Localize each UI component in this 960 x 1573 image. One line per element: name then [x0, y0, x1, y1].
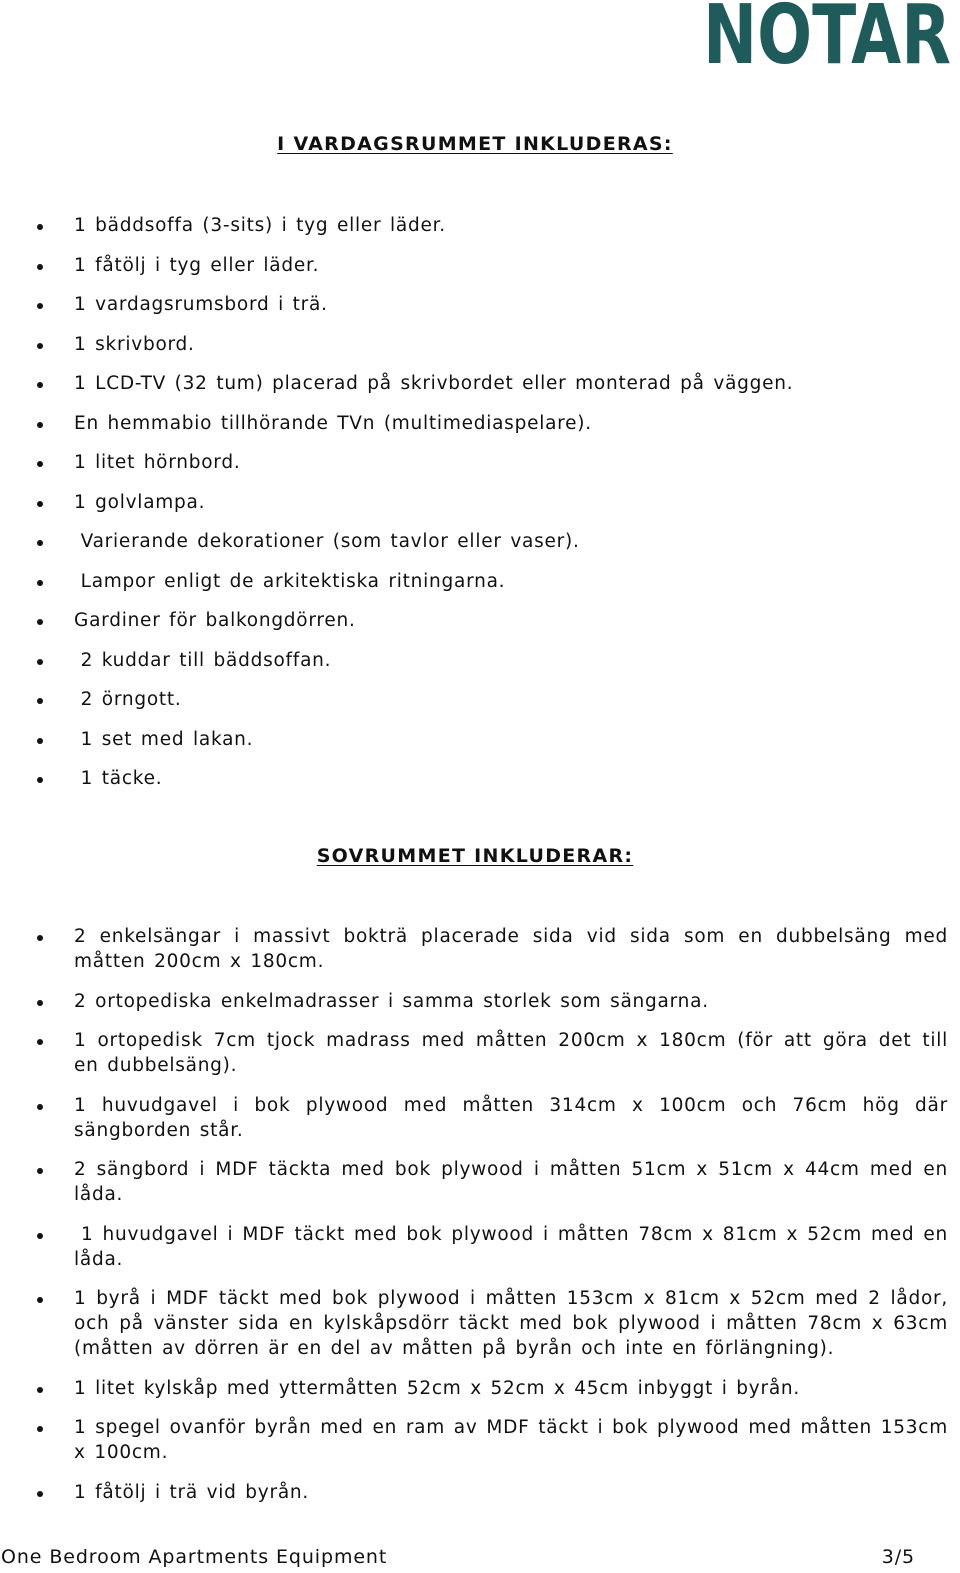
list-item — [0, 648, 960, 688]
list-item — [0, 1286, 960, 1361]
list-item-text: En hemmabio tillhörande TVn (multimediaspelare). — [74, 412, 592, 434]
bullet-icon — [37, 1233, 43, 1239]
list-item-text: 1 byrå i MDF täckt med bok plywood i måtten 153cm x 81cm x 52cm med 2 lådor, och på vänster sida en kylskåpsdörr täckt med bok plywood i måtten 78cm x 63cm (måtten av dörren är en del av måtten på byrån och inte en förlängning). — [74, 1288, 948, 1359]
list-item-text: Varierande dekorationer (som tavlor eller vaser). — [74, 531, 580, 552]
list-item-text: 1 spegel ovanför byrån med en ram av MDF täckt i bok plywood med måtten 153cm x 100cm. — [74, 1417, 948, 1463]
list-item — [0, 1222, 960, 1272]
bullet-icon — [37, 1000, 43, 1006]
list-item-text: 1 bäddsoffa (3-sits) i tyg eller läder. — [74, 215, 446, 236]
list-item — [0, 1480, 960, 1505]
bullet-icon — [37, 501, 43, 507]
notar-logo — [703, 0, 955, 66]
list-item — [0, 608, 960, 648]
bullet-icon — [37, 580, 43, 586]
bullet-icon — [37, 540, 43, 546]
list-item-text: 1 ortopedisk 7cm tjock madrass med måtten 200cm x 180cm (för att göra det till en dubbelsäng). — [74, 1030, 948, 1076]
bullet-icon — [37, 738, 43, 744]
list-item — [0, 1376, 960, 1401]
notar-logo-mark — [703, 0, 955, 66]
bullet-icon — [37, 935, 43, 941]
list-item — [0, 253, 960, 293]
bullet-icon — [37, 382, 43, 388]
bullet-icon — [37, 1168, 43, 1174]
list-item-text: 2 sängbord i MDF täckta med bok plywood i måtten 51cm x 51cm x 44cm med en låda. — [74, 1159, 948, 1205]
list-item-text: 1 vardagsrumsbord i trä. — [74, 294, 328, 315]
bullet-icon — [37, 303, 43, 309]
list-item-text: 2 örngott. — [74, 689, 182, 710]
list-item-text: 1 skrivbord. — [74, 333, 195, 355]
list-item — [0, 766, 960, 806]
list-item-text: 1 täcke. — [74, 768, 163, 789]
bullet-icon — [37, 422, 43, 428]
list-item — [0, 924, 960, 974]
bullet-icon — [37, 264, 43, 270]
list-item — [0, 727, 960, 767]
bullet-icon — [37, 1491, 43, 1497]
bullet-icon — [37, 1104, 43, 1110]
list-item — [0, 1157, 960, 1207]
bullet-icon — [37, 698, 43, 704]
list-item-text: 1 fåtölj i tyg eller läder. — [74, 254, 320, 276]
bedroom-heading: SOVRUMMET INKLUDERAR: — [316, 845, 634, 867]
logo-wordmark: NOTAR — [703, 0, 951, 66]
list-item-text: 1 LCD-TV (32 tum) placerad på skrivbordet eller monterad på väggen. — [74, 373, 794, 394]
list-item-text: Lampor enligt de arkitektiska ritningarna. — [74, 570, 506, 592]
list-item — [0, 213, 960, 253]
list-item-text: 1 set med lakan. — [74, 728, 254, 750]
bullet-icon — [37, 461, 43, 467]
bullet-icon — [37, 1426, 43, 1432]
footer-title: One Bedroom Apartments Equipment — [1, 1546, 388, 1568]
bullet-icon — [37, 619, 43, 625]
list-item — [0, 1415, 960, 1465]
list-item — [0, 292, 960, 332]
bullet-icon — [37, 343, 43, 349]
bullet-icon — [37, 224, 43, 230]
bullet-icon — [37, 1387, 43, 1393]
list-item — [0, 529, 960, 569]
bullet-icon — [37, 1297, 43, 1303]
list-item-text: 2 ortopediska enkelmadrasser i samma storlek som sängarna. — [74, 990, 709, 1012]
living-room-heading: I VARDAGSRUMMET INKLUDERAS: — [277, 133, 673, 155]
list-item-text: 1 litet hörnbord. — [74, 452, 241, 473]
list-item — [0, 989, 960, 1014]
list-item-text: 1 litet kylskåp med yttermåtten 52cm x 52cm x 45cm inbyggt i byrån. — [74, 1377, 801, 1399]
bedroom-list — [0, 924, 960, 1519]
list-item — [0, 1028, 960, 1078]
list-item — [0, 687, 960, 727]
page-footer — [0, 1544, 960, 1573]
list-item-text: Gardiner för balkongdörren. — [74, 610, 356, 631]
list-item — [0, 490, 960, 530]
living-room-list — [0, 213, 960, 806]
list-item — [0, 569, 960, 609]
list-item-text: 2 enkelsängar i massivt bokträ placerade sida vid sida som en dubbelsäng med måtten 200cm x 180cm. — [74, 926, 948, 972]
list-item-text: 1 huvudgavel i bok plywood med måtten 314cm x 100cm och 76cm hög där sängborden står. — [74, 1094, 948, 1141]
bullet-icon — [37, 777, 43, 783]
bullet-icon — [37, 659, 43, 665]
list-item — [0, 1093, 960, 1143]
list-item — [0, 450, 960, 490]
list-item-text: 1 fåtölj i trä vid byrån. — [74, 1481, 310, 1503]
bullet-icon — [37, 1039, 43, 1045]
list-item — [0, 411, 960, 451]
list-item — [0, 332, 960, 372]
list-item-text: 2 kuddar till bäddsoffan. — [74, 649, 332, 671]
list-item — [0, 371, 960, 411]
list-item-text: 1 huvudgavel i MDF täckt med bok plywood i måtten 78cm x 81cm x 52cm med en låda. — [74, 1223, 957, 1270]
list-item-text: 1 golvlampa. — [74, 491, 206, 513]
page-number: 3/5 — [881, 1546, 915, 1568]
